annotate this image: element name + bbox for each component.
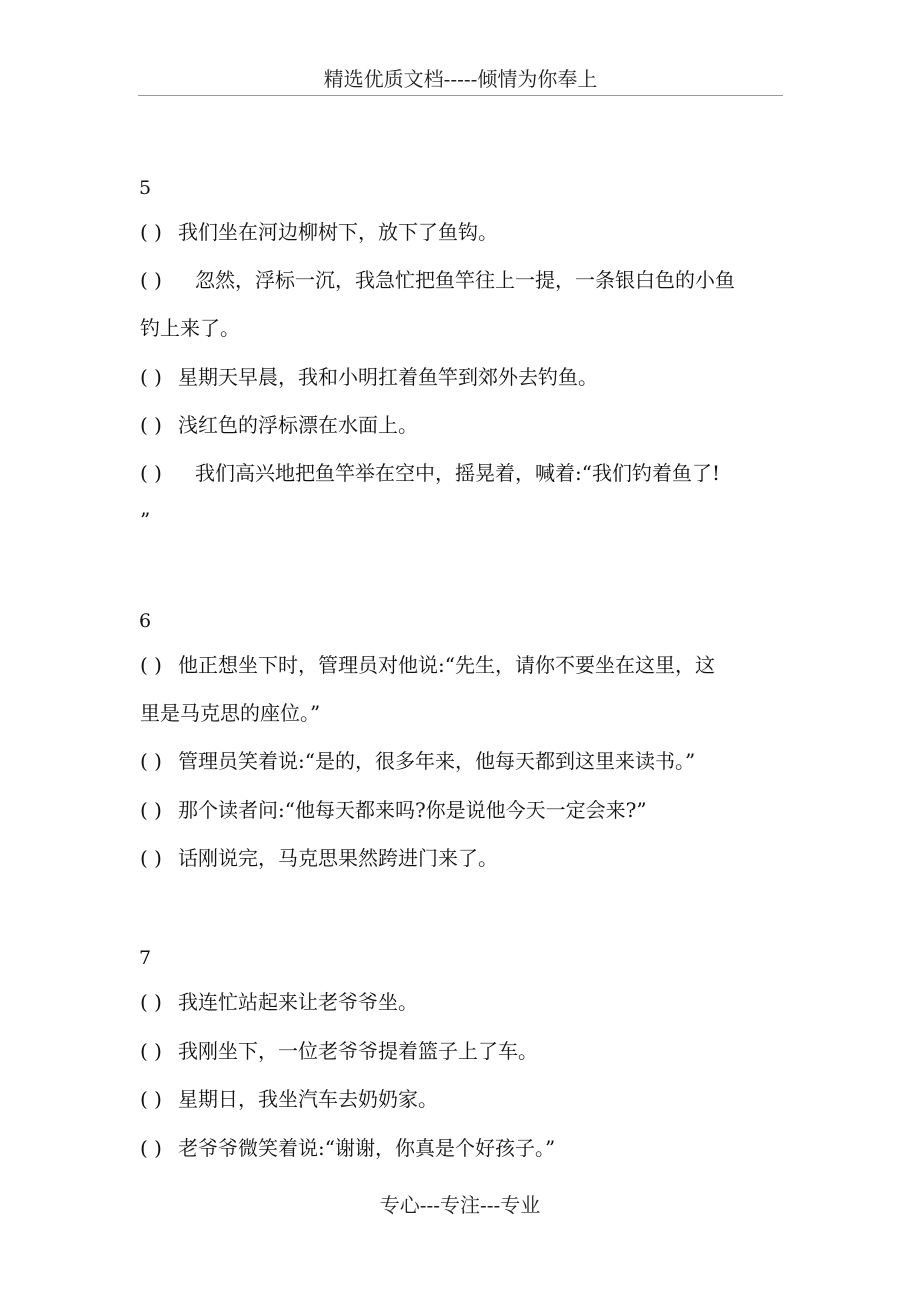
answer-bracket: ( ) [140, 220, 162, 244]
page-header [138, 64, 783, 96]
answer-bracket: ( ) [140, 653, 162, 677]
list-item [140, 410, 785, 440]
sentence-text: 老爷爷微笑着说:“谢谢，你真是个好孩子。” [178, 1136, 556, 1160]
answer-bracket: ( ) [140, 749, 162, 773]
answer-bracket: ( ) [140, 1136, 162, 1160]
sentence-text: 管理员笑着说:“是的，很多年来，他每天都到这里来读书。” [178, 749, 696, 773]
sentence-text: 话刚说完，马克思果然跨进门来了。 [178, 846, 498, 870]
list-item [140, 1084, 785, 1114]
sentence-text: 那个读者问:“他每天都来吗?你是说他今天一定会来?” [178, 798, 647, 822]
answer-bracket: ( ) [140, 268, 162, 292]
answer-bracket: ( ) [140, 1087, 162, 1111]
footer-text: 专心---专注---专业 [379, 1193, 541, 1217]
list-item [140, 746, 785, 776]
sentence-continuation: ” [140, 508, 151, 532]
sentence-text: 我们高兴地把鱼竿举在空中，摇晃着，喊着:“我们钓着鱼了! [195, 461, 720, 485]
sentence-text: 星期日，我坐汽车去奶奶家。 [178, 1087, 438, 1111]
sentence-text: 星期天早晨，我和小明扛着鱼竿到郊外去钓鱼。 [178, 365, 598, 389]
sentence-text: 我刚坐下，一位老爷爷提着篮子上了车。 [178, 1039, 538, 1063]
answer-bracket: ( ) [140, 461, 162, 485]
list-item [140, 650, 785, 680]
list-item [140, 217, 785, 247]
section-number: 7 [139, 947, 152, 969]
sentence-text: 我们坐在河边柳树下，放下了鱼钩。 [178, 220, 498, 244]
sentence-text: 我连忙站起来让老爷爷坐。 [178, 990, 418, 1014]
list-item [140, 265, 785, 295]
list-item [140, 987, 785, 1017]
page-footer [0, 1190, 920, 1220]
header-text: 精选优质文档-----倾情为你奉上 [323, 67, 598, 91]
sentence-continuation: 钓上来了。 [140, 316, 240, 340]
sentence-continuation: 里是马克思的座位。” [140, 701, 321, 725]
sentence-text: 忽然，浮标一沉，我急忙把鱼竿往上一提，一条银白色的小鱼 [195, 268, 735, 292]
answer-bracket: ( ) [140, 846, 162, 870]
section-number: 5 [139, 177, 152, 199]
list-item [140, 1036, 785, 1066]
sentence-text: 他正想坐下时，管理员对他说:“先生，请你不要坐在这里，这 [178, 653, 715, 677]
list-item [140, 362, 785, 392]
answer-bracket: ( ) [140, 365, 162, 389]
answer-bracket: ( ) [140, 1039, 162, 1063]
answer-bracket: ( ) [140, 413, 162, 437]
answer-bracket: ( ) [140, 798, 162, 822]
list-item [140, 458, 785, 488]
list-item [140, 843, 785, 873]
answer-bracket: ( ) [140, 990, 162, 1014]
list-item [140, 795, 785, 825]
section-number: 6 [139, 610, 152, 632]
sentence-text: 浅红色的浮标漂在水面上。 [178, 413, 418, 437]
list-item [140, 1133, 785, 1163]
